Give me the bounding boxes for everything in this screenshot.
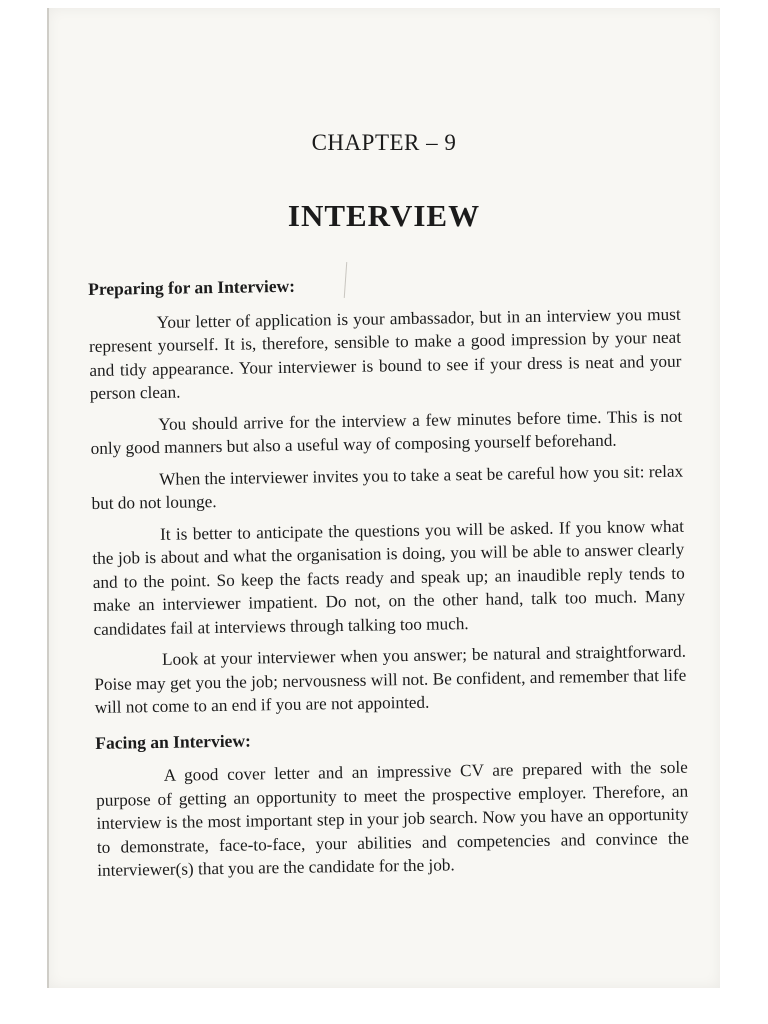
chapter-label: CHAPTER – 9 bbox=[311, 130, 457, 155]
book-page bbox=[48, 8, 720, 988]
paragraph: Look at your interviewer when you answer; be natural and straightforward. Poise may get you the job; nervousness will not. Be confident, and remember that life will not come to an end if you are not appointed. bbox=[94, 641, 687, 717]
chapter-title: INTERVIEW bbox=[287, 198, 481, 233]
chapter-body bbox=[88, 269, 690, 891]
section-preparing bbox=[88, 269, 687, 720]
paragraph: When the interviewer invites you to take a seat be careful how you sit: relax but do not lounge. bbox=[91, 461, 684, 513]
paragraph: It is better to anticipate the questions you will be asked. If you know what the job is about and what the organisation is doing, you will be able to answer clearly and to the point. So keep the facts ready and speak up; an inaudible reply tends to make an interviewer impatient. Do not, on the other hand, talk too much. Many candidates fail at interviews through talking too much. bbox=[92, 516, 686, 639]
section-heading-preparing: Preparing for an Interview: bbox=[88, 275, 296, 299]
paragraph: Your letter of application is your ambassador, but in an interview you must represent yourself. It is, therefore, sensible to make a good impression by your neat and tidy appearance. Your interviewer is bound to see if your dress is neat and your person clean. bbox=[88, 304, 682, 403]
paragraph: You should arrive for the interview a few minutes before time. This is not only good manners but also a useful way of composing yourself beforehand. bbox=[90, 406, 683, 458]
section-heading-facing: Facing an Interview: bbox=[95, 730, 251, 753]
paragraph: A good cover letter and an impressive CV are prepared with the sole purpose of getting an opportunity to meet the prospective employer. Therefore, an interview is the most important step in your job search. Now you have an opportunity to demonstrate, face-to-face, your abilities and competencies and convince the interviewer(s) that you are the candidate for the job. bbox=[96, 757, 690, 880]
section-facing bbox=[95, 722, 689, 882]
